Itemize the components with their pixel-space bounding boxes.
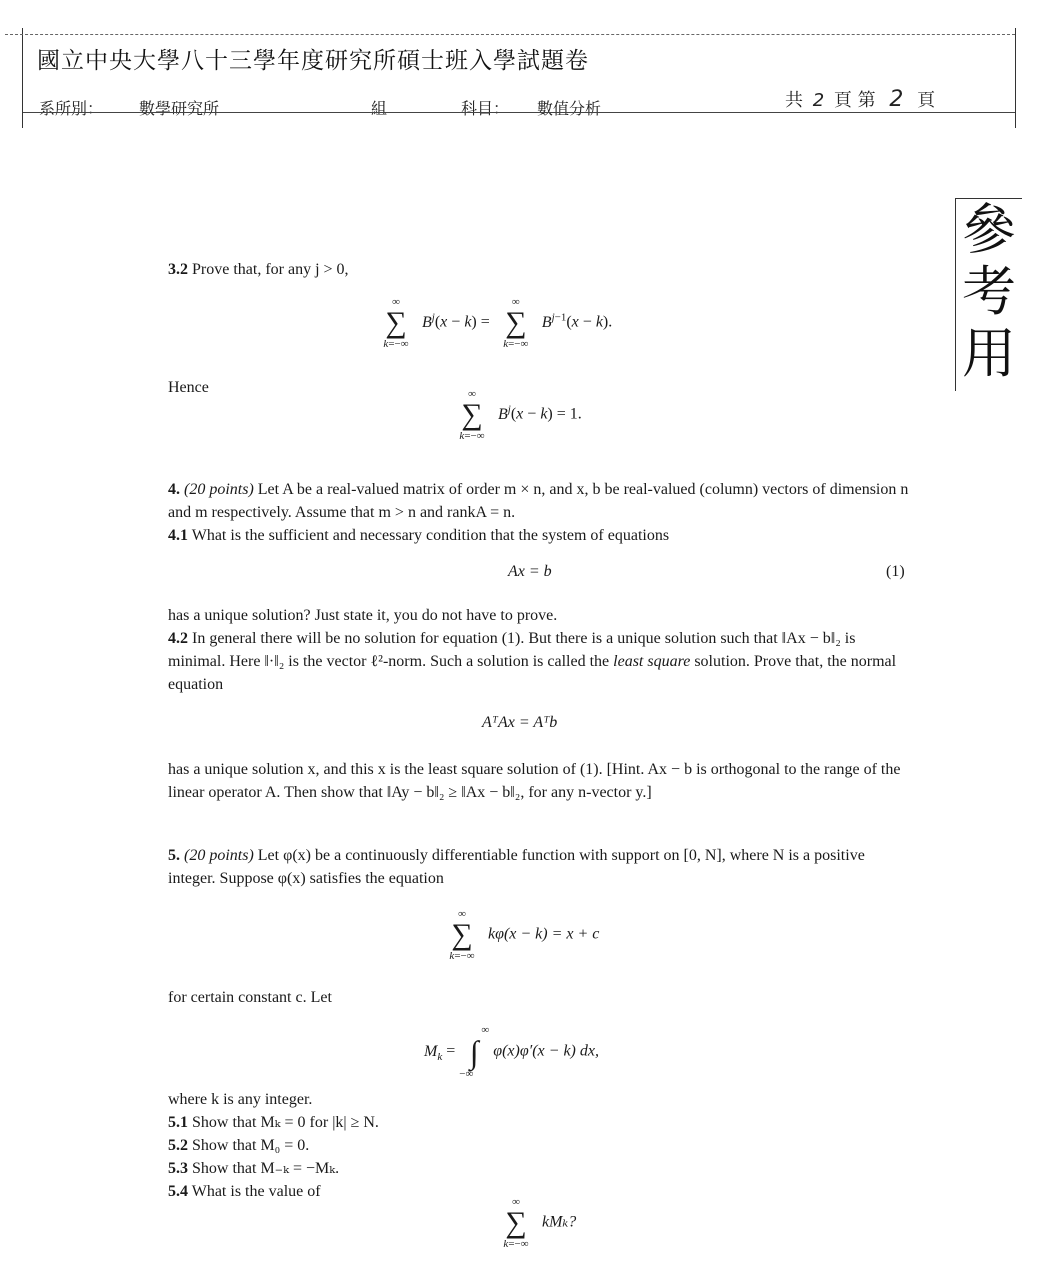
problem-4: 4. (20 points) Let A be a real-valued matrix of order m × n, and x, b be real-valued (column) vectors of dimension n and m respectively. Assume that m > n and rankA = n. 4.1 What is the sufficient and necessary condition that the system of equations	[168, 481, 909, 544]
exam-header	[22, 28, 1016, 128]
subject-label: 科目：	[461, 99, 510, 118]
equation-1-number: (1)	[886, 563, 905, 580]
q5-after: for certain constant c. Let	[168, 989, 332, 1006]
problem-4-2: has a unique solution? Just state it, you do not have to prove. 4.2 In general there will be no solution for equation (1). But there is a unique solution such that ‖Ax − b‖₂ is minimal. Here ‖·‖₂ is the vector ℓ²-norm. Such a solution is called the least square solution. Prove that, the normal equation	[168, 607, 897, 693]
equation-last: ∞ ∑ k=−∞ kMₖ?	[503, 1196, 577, 1250]
equation-sum-shift: ∞ ∑ k=−∞ $B^j(x - k)$ = ∞ ∑ k=−∞ $B^{j-1}(x - k)$.	[383, 296, 613, 350]
subject-value: 數值分析	[537, 99, 602, 118]
equation-mk: $M_k$ = ∞ ∫ −∞ φ(x)φ′(x − k) dx,	[424, 1024, 599, 1080]
page-info: 共 2 頁 第 2 頁	[785, 87, 936, 112]
problem-5-subparts: where k is any integer. 5.1 Show that Mₖ = 0 for |k| ≥ N. 5.2 Show that M₀ = 0. 5.3 Show that M₋ₖ = −Mₖ. 5.4 What is the value of	[168, 1091, 379, 1200]
header-bottom-rule	[23, 112, 1015, 113]
hence-text: Hence	[168, 379, 209, 396]
equation-sum-one: ∞ ∑ k=−∞ $B^j(x - k) = 1$.	[459, 388, 582, 442]
equation-1: Ax = b	[508, 563, 552, 580]
dept-label: 系所別：	[39, 99, 104, 118]
dept-value: 數學研究所	[139, 99, 220, 118]
normal-equation: AᵀAx = Aᵀb	[482, 714, 558, 731]
problem-4-2-hint: has a unique solution x, and this x is the least square solution of (1). [Hint. Ax − b is orthogonal to the range of the linear operator A. Then show that ‖Ay − b‖₂ ≥ ‖Ax − b‖₂, for any n-vector y.]	[168, 761, 901, 801]
problem-5: 5. (20 points) Let φ(x) be a continuously differentiable function with support on [0, N], where N is a positive integer. Suppose φ(x) satisfies the equation	[168, 847, 865, 887]
group-label: 組	[371, 99, 388, 118]
exam-title: 國立中央大學八十三學年度研究所碩士班入學試題卷	[37, 48, 589, 74]
equation-q5: ∞ ∑ k=−∞ kφ(x − k) = x + c	[449, 908, 600, 962]
reference-stamp: 參 考 用	[955, 198, 1022, 391]
header-top-rule	[5, 34, 1015, 35]
problem-3-2: 3.2 Prove that, for any j > 0,	[168, 261, 349, 278]
